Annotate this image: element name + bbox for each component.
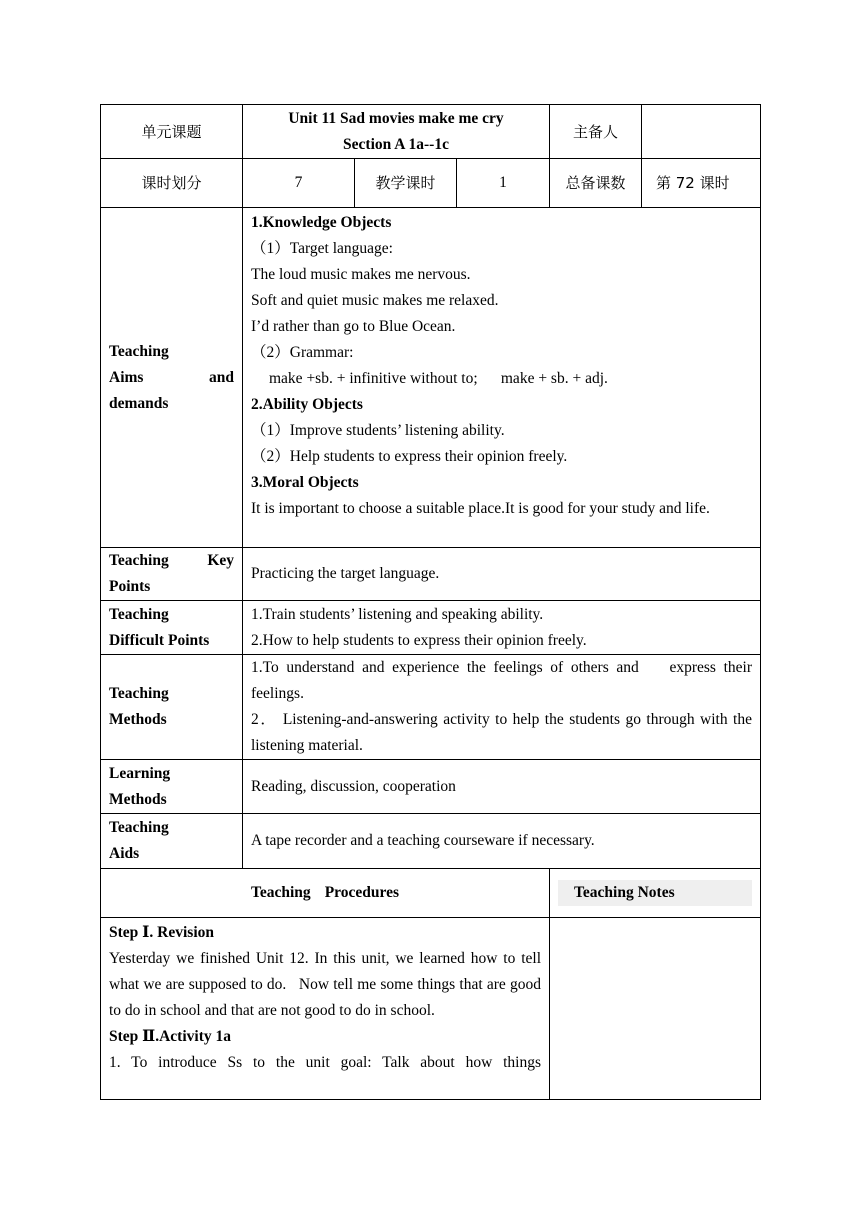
division-value: 7 [243,159,355,208]
step1-text: Yesterday we finished Unit 12. In this unit, we learned how to tell what we are supposed to do. Now tell me some things that are good to do in school and that are not good to do in school. [109,950,545,1019]
division-label: 课时划分 [101,159,243,208]
lesson-plan [100,104,760,1100]
lesson-plan-table [100,104,761,1100]
teaching-aids-value: A tape recorder and a teaching courseware if necessary. [243,814,761,869]
difficult-points-row [101,601,761,655]
learning-methods-label: Learning Methods [101,760,243,814]
total-label: 总备课数 [550,159,642,208]
notes-heading-cell [550,869,761,918]
ability-heading: 2.Ability Objects [251,396,363,413]
aims-row [101,208,761,548]
total-value: 第 72 课时 [642,159,761,208]
procedures-body-row [101,918,761,1100]
teaching-methods-row [101,655,761,760]
unit-title: Unit 11 Sad movies make me cry [288,109,504,127]
teaching-notes-heading: Teaching Notes [558,880,752,906]
learning-methods-row [101,760,761,814]
unit-topic-value [243,105,550,159]
section-title: Section A 1a--1c [343,135,449,153]
aims-content: 1.Knowledge Objects （1）Target language: The loud music makes me nervous. Soft and quiet music makes me relaxed. I’d rather than go to Blue Ocean. （2）Grammar: make +sb. + infinitive without to; make + sb. + adj. 2.Ability Objects （1）Improve students’ listening ability. （2）Help students to express their opinion freely. 3.Moral Objects It is important to choose a suitable place.It is good for your study and life. [243,208,761,548]
difficult-points-value: 1.Train students’ listening and speaking ability. 2.How to help students to express their opinion freely. [243,601,761,655]
knowledge-heading: 1.Knowledge Objects [251,214,392,231]
preparer-value [642,105,761,159]
procedures-content [101,918,550,1100]
key-points-label: Teaching Key Points [101,548,243,601]
aims-label: Teaching Aims and demands [101,208,243,548]
teaching-aids-label: Teaching Aids [101,814,243,869]
step1-title: Step Ⅰ. Revision [109,924,214,941]
difficult-points-label: Teaching Difficult Points [101,601,243,655]
lesson-division-row [101,159,761,208]
teaching-methods-value: 1.To understand and experience the feelings of others and express their feelings. 2． Listening-and-answering activity to help the students go through with the listening material. [243,655,761,760]
unit-topic-label: 单元课题 [101,105,243,159]
procedures-heading: Teaching Procedures [101,869,550,918]
lesson-label: 教学课时 [355,159,457,208]
teaching-notes-content [550,918,761,1100]
step2-title: Step Ⅱ.Activity 1a [109,1028,231,1045]
key-points-row [101,548,761,601]
moral-heading: 3.Moral Objects [251,474,359,491]
teaching-aids-row [101,814,761,869]
learning-methods-value: Reading, discussion, cooperation [243,760,761,814]
step2-text: 1. To introduce Ss to the unit goal: Talk about how things [109,1054,541,1071]
lesson-value: 1 [457,159,550,208]
preparer-label: 主备人 [550,105,642,159]
procedures-header-row [101,869,761,918]
key-points-value: Practicing the target language. [243,548,761,601]
teaching-methods-label: Teaching Methods [101,655,243,760]
unit-topic-row [101,105,761,159]
